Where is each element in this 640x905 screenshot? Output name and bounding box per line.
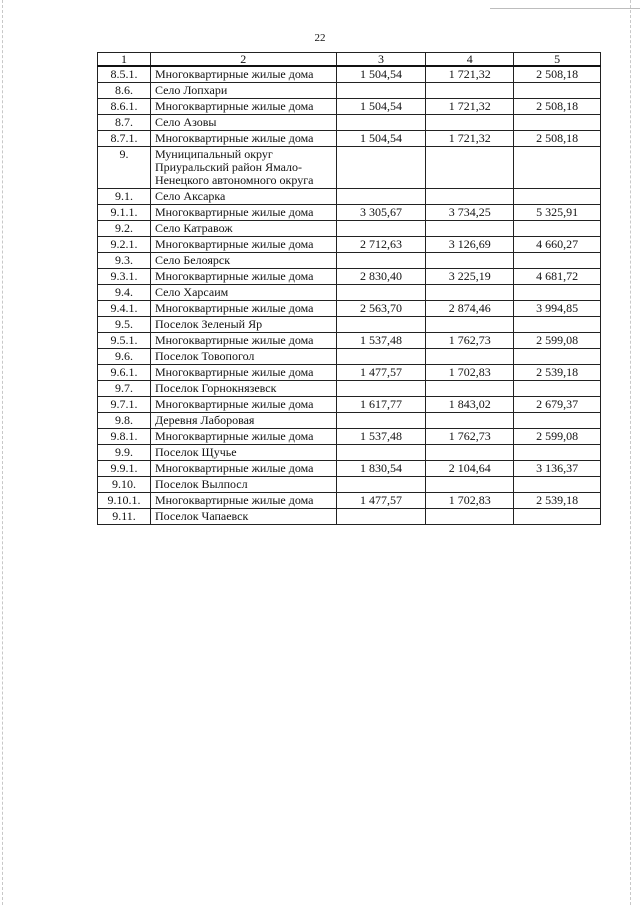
row-value-col5-cell: 5 325,91: [514, 205, 601, 221]
row-value-col4-cell: 3 734,25: [426, 205, 514, 221]
table-row: [98, 301, 601, 317]
page-number: 22: [314, 32, 326, 44]
row-number-cell: 9.7.1.: [98, 397, 151, 413]
row-value-col3-cell: 1 504,54: [336, 99, 426, 115]
table-body: [98, 53, 601, 525]
table-row: [98, 317, 601, 333]
row-value-col3-cell: [336, 445, 426, 461]
row-name-cell: Многоквартирные жилые дома: [150, 269, 336, 285]
table-row: [98, 269, 601, 285]
table-row: [98, 349, 601, 365]
row-value-col3-cell: 1 537,48: [336, 429, 426, 445]
row-name-cell: Село Аксарка: [150, 189, 336, 205]
table-row: [98, 253, 601, 269]
row-value-col3-cell: [336, 413, 426, 429]
row-value-col4-cell: [426, 445, 514, 461]
row-value-col5-cell: 2 539,18: [514, 493, 601, 509]
header-cell-1: 1: [98, 53, 151, 67]
row-value-col4-cell: [426, 349, 514, 365]
row-number-cell: 9.5.: [98, 317, 151, 333]
table-header-row: [98, 53, 601, 67]
row-name-cell: Многоквартирные жилые дома: [150, 66, 336, 83]
row-value-col5-cell: [514, 477, 601, 493]
row-value-col4-cell: 3 225,19: [426, 269, 514, 285]
row-value-col4-cell: [426, 147, 514, 189]
row-value-col3-cell: [336, 147, 426, 189]
row-value-col5-cell: 2 599,08: [514, 429, 601, 445]
row-value-col4-cell: 1 843,02: [426, 397, 514, 413]
row-value-col5-cell: [514, 349, 601, 365]
row-number-cell: 9.10.1.: [98, 493, 151, 509]
row-number-cell: 8.5.1.: [98, 66, 151, 83]
row-value-col4-cell: [426, 189, 514, 205]
table-row: [98, 397, 601, 413]
row-number-cell: 9.5.1.: [98, 333, 151, 349]
row-value-col5-cell: 2 599,08: [514, 333, 601, 349]
row-number-cell: 8.6.: [98, 83, 151, 99]
header-cell-2: 2: [150, 53, 336, 67]
table-row: [98, 237, 601, 253]
row-value-col4-cell: 1 762,73: [426, 429, 514, 445]
table-row: [98, 99, 601, 115]
table-row: [98, 221, 601, 237]
row-name-cell: Село Азовы: [150, 115, 336, 131]
scan-edge-line: [490, 8, 640, 9]
row-value-col3-cell: 2 563,70: [336, 301, 426, 317]
row-value-col4-cell: 3 126,69: [426, 237, 514, 253]
row-value-col3-cell: 1 504,54: [336, 66, 426, 83]
header-cell-3: 3: [336, 53, 426, 67]
row-number-cell: 9.7.: [98, 381, 151, 397]
row-number-cell: 9.1.1.: [98, 205, 151, 221]
row-value-col3-cell: [336, 221, 426, 237]
row-number-cell: 9.11.: [98, 509, 151, 525]
row-value-col5-cell: [514, 317, 601, 333]
row-name-cell: Поселок Зеленый Яр: [150, 317, 336, 333]
row-value-col4-cell: 2 874,46: [426, 301, 514, 317]
row-name-cell: Многоквартирные жилые дома: [150, 205, 336, 221]
row-number-cell: 9.3.: [98, 253, 151, 269]
row-value-col4-cell: [426, 317, 514, 333]
header-cell-5: 5: [514, 53, 601, 67]
row-value-col3-cell: [336, 509, 426, 525]
row-value-col5-cell: [514, 221, 601, 237]
row-value-col3-cell: 2 830,40: [336, 269, 426, 285]
row-value-col3-cell: 1 477,57: [336, 365, 426, 381]
row-value-col4-cell: [426, 413, 514, 429]
table-row: [98, 477, 601, 493]
table-row: [98, 147, 601, 189]
row-number-cell: 9.9.: [98, 445, 151, 461]
row-name-cell: Село Катравож: [150, 221, 336, 237]
row-name-cell: Многоквартирные жилые дома: [150, 365, 336, 381]
price-table: [97, 52, 601, 525]
row-name-cell: Село Харсаим: [150, 285, 336, 301]
row-value-col4-cell: [426, 285, 514, 301]
row-number-cell: 9.2.: [98, 221, 151, 237]
row-value-col4-cell: [426, 381, 514, 397]
row-name-cell: Поселок Чапаевск: [150, 509, 336, 525]
row-value-col3-cell: 2 712,63: [336, 237, 426, 253]
row-value-col5-cell: [514, 445, 601, 461]
row-number-cell: 9.4.1.: [98, 301, 151, 317]
row-value-col3-cell: [336, 349, 426, 365]
row-value-col3-cell: [336, 285, 426, 301]
row-name-cell: Многоквартирные жилые дома: [150, 429, 336, 445]
row-value-col3-cell: 1 830,54: [336, 461, 426, 477]
row-value-col4-cell: [426, 115, 514, 131]
row-value-col5-cell: [514, 413, 601, 429]
row-number-cell: 9.3.1.: [98, 269, 151, 285]
row-number-cell: 9.6.1.: [98, 365, 151, 381]
row-value-col4-cell: 1 762,73: [426, 333, 514, 349]
row-name-cell: Муниципальный округ Приуральский район Ямало-Ненецкого автономного округа: [150, 147, 336, 189]
table-row: [98, 115, 601, 131]
row-name-cell: Поселок Вылпосл: [150, 477, 336, 493]
row-number-cell: 9.: [98, 147, 151, 189]
row-value-col5-cell: [514, 509, 601, 525]
row-name-cell: Поселок Товопогол: [150, 349, 336, 365]
table-row: [98, 381, 601, 397]
row-value-col4-cell: 2 104,64: [426, 461, 514, 477]
table-row: [98, 509, 601, 525]
table-row: [98, 493, 601, 509]
row-value-col3-cell: 1 537,48: [336, 333, 426, 349]
row-value-col5-cell: [514, 381, 601, 397]
row-number-cell: 9.6.: [98, 349, 151, 365]
row-value-col5-cell: 2 508,18: [514, 131, 601, 147]
table-row: [98, 461, 601, 477]
row-value-col4-cell: 1 702,83: [426, 493, 514, 509]
row-value-col5-cell: [514, 285, 601, 301]
table-row: [98, 333, 601, 349]
row-name-cell: Многоквартирные жилые дома: [150, 237, 336, 253]
row-number-cell: 9.4.: [98, 285, 151, 301]
row-name-cell: Село Белоярск: [150, 253, 336, 269]
row-number-cell: 9.9.1.: [98, 461, 151, 477]
row-value-col5-cell: 2 508,18: [514, 99, 601, 115]
row-value-col5-cell: [514, 83, 601, 99]
row-value-col3-cell: [336, 381, 426, 397]
row-value-col5-cell: 2 679,37: [514, 397, 601, 413]
row-value-col3-cell: [336, 115, 426, 131]
header-cell-4: 4: [426, 53, 514, 67]
row-name-cell: Многоквартирные жилые дома: [150, 461, 336, 477]
row-value-col4-cell: [426, 221, 514, 237]
row-number-cell: 9.10.: [98, 477, 151, 493]
table-row: [98, 365, 601, 381]
row-value-col3-cell: 1 477,57: [336, 493, 426, 509]
row-value-col5-cell: 3 994,85: [514, 301, 601, 317]
row-value-col5-cell: 3 136,37: [514, 461, 601, 477]
row-value-col5-cell: 2 539,18: [514, 365, 601, 381]
row-value-col4-cell: [426, 253, 514, 269]
row-name-cell: Поселок Горнокнязевск: [150, 381, 336, 397]
table-row: [98, 429, 601, 445]
row-value-col3-cell: 1 504,54: [336, 131, 426, 147]
row-name-cell: Многоквартирные жилые дома: [150, 333, 336, 349]
row-name-cell: Многоквартирные жилые дома: [150, 301, 336, 317]
row-value-col4-cell: 1 721,32: [426, 66, 514, 83]
row-value-col3-cell: 3 305,67: [336, 205, 426, 221]
row-value-col5-cell: [514, 253, 601, 269]
row-value-col5-cell: 4 681,72: [514, 269, 601, 285]
row-number-cell: 9.8.: [98, 413, 151, 429]
row-name-cell: Многоквартирные жилые дома: [150, 493, 336, 509]
table-row: [98, 445, 601, 461]
row-value-col3-cell: [336, 317, 426, 333]
table-row: [98, 413, 601, 429]
row-value-col4-cell: 1 721,32: [426, 131, 514, 147]
row-value-col3-cell: 1 617,77: [336, 397, 426, 413]
table-row: [98, 83, 601, 99]
scan-margin-line-right: [630, 0, 631, 905]
row-value-col4-cell: [426, 83, 514, 99]
row-value-col4-cell: [426, 477, 514, 493]
row-value-col5-cell: 4 660,27: [514, 237, 601, 253]
row-name-cell: Деревня Лаборовая: [150, 413, 336, 429]
row-name-cell: Село Лопхари: [150, 83, 336, 99]
row-name-cell: Многоквартирные жилые дома: [150, 99, 336, 115]
row-value-col5-cell: [514, 189, 601, 205]
table-row: [98, 189, 601, 205]
row-value-col3-cell: [336, 253, 426, 269]
row-name-cell: Поселок Щучье: [150, 445, 336, 461]
row-number-cell: 8.7.1.: [98, 131, 151, 147]
row-number-cell: 9.8.1.: [98, 429, 151, 445]
scan-margin-line-left: [2, 0, 3, 905]
row-value-col3-cell: [336, 189, 426, 205]
row-value-col4-cell: 1 721,32: [426, 99, 514, 115]
row-value-col3-cell: [336, 83, 426, 99]
table-row: [98, 131, 601, 147]
row-number-cell: 8.6.1.: [98, 99, 151, 115]
row-value-col5-cell: 2 508,18: [514, 66, 601, 83]
row-value-col5-cell: [514, 147, 601, 189]
row-value-col5-cell: [514, 115, 601, 131]
row-value-col3-cell: [336, 477, 426, 493]
row-number-cell: 9.2.1.: [98, 237, 151, 253]
table-row: [98, 66, 601, 83]
row-value-col4-cell: [426, 509, 514, 525]
row-value-col4-cell: 1 702,83: [426, 365, 514, 381]
table-row: [98, 285, 601, 301]
table-row: [98, 205, 601, 221]
row-number-cell: 8.7.: [98, 115, 151, 131]
row-name-cell: Многоквартирные жилые дома: [150, 397, 336, 413]
row-name-cell: Многоквартирные жилые дома: [150, 131, 336, 147]
row-number-cell: 9.1.: [98, 189, 151, 205]
